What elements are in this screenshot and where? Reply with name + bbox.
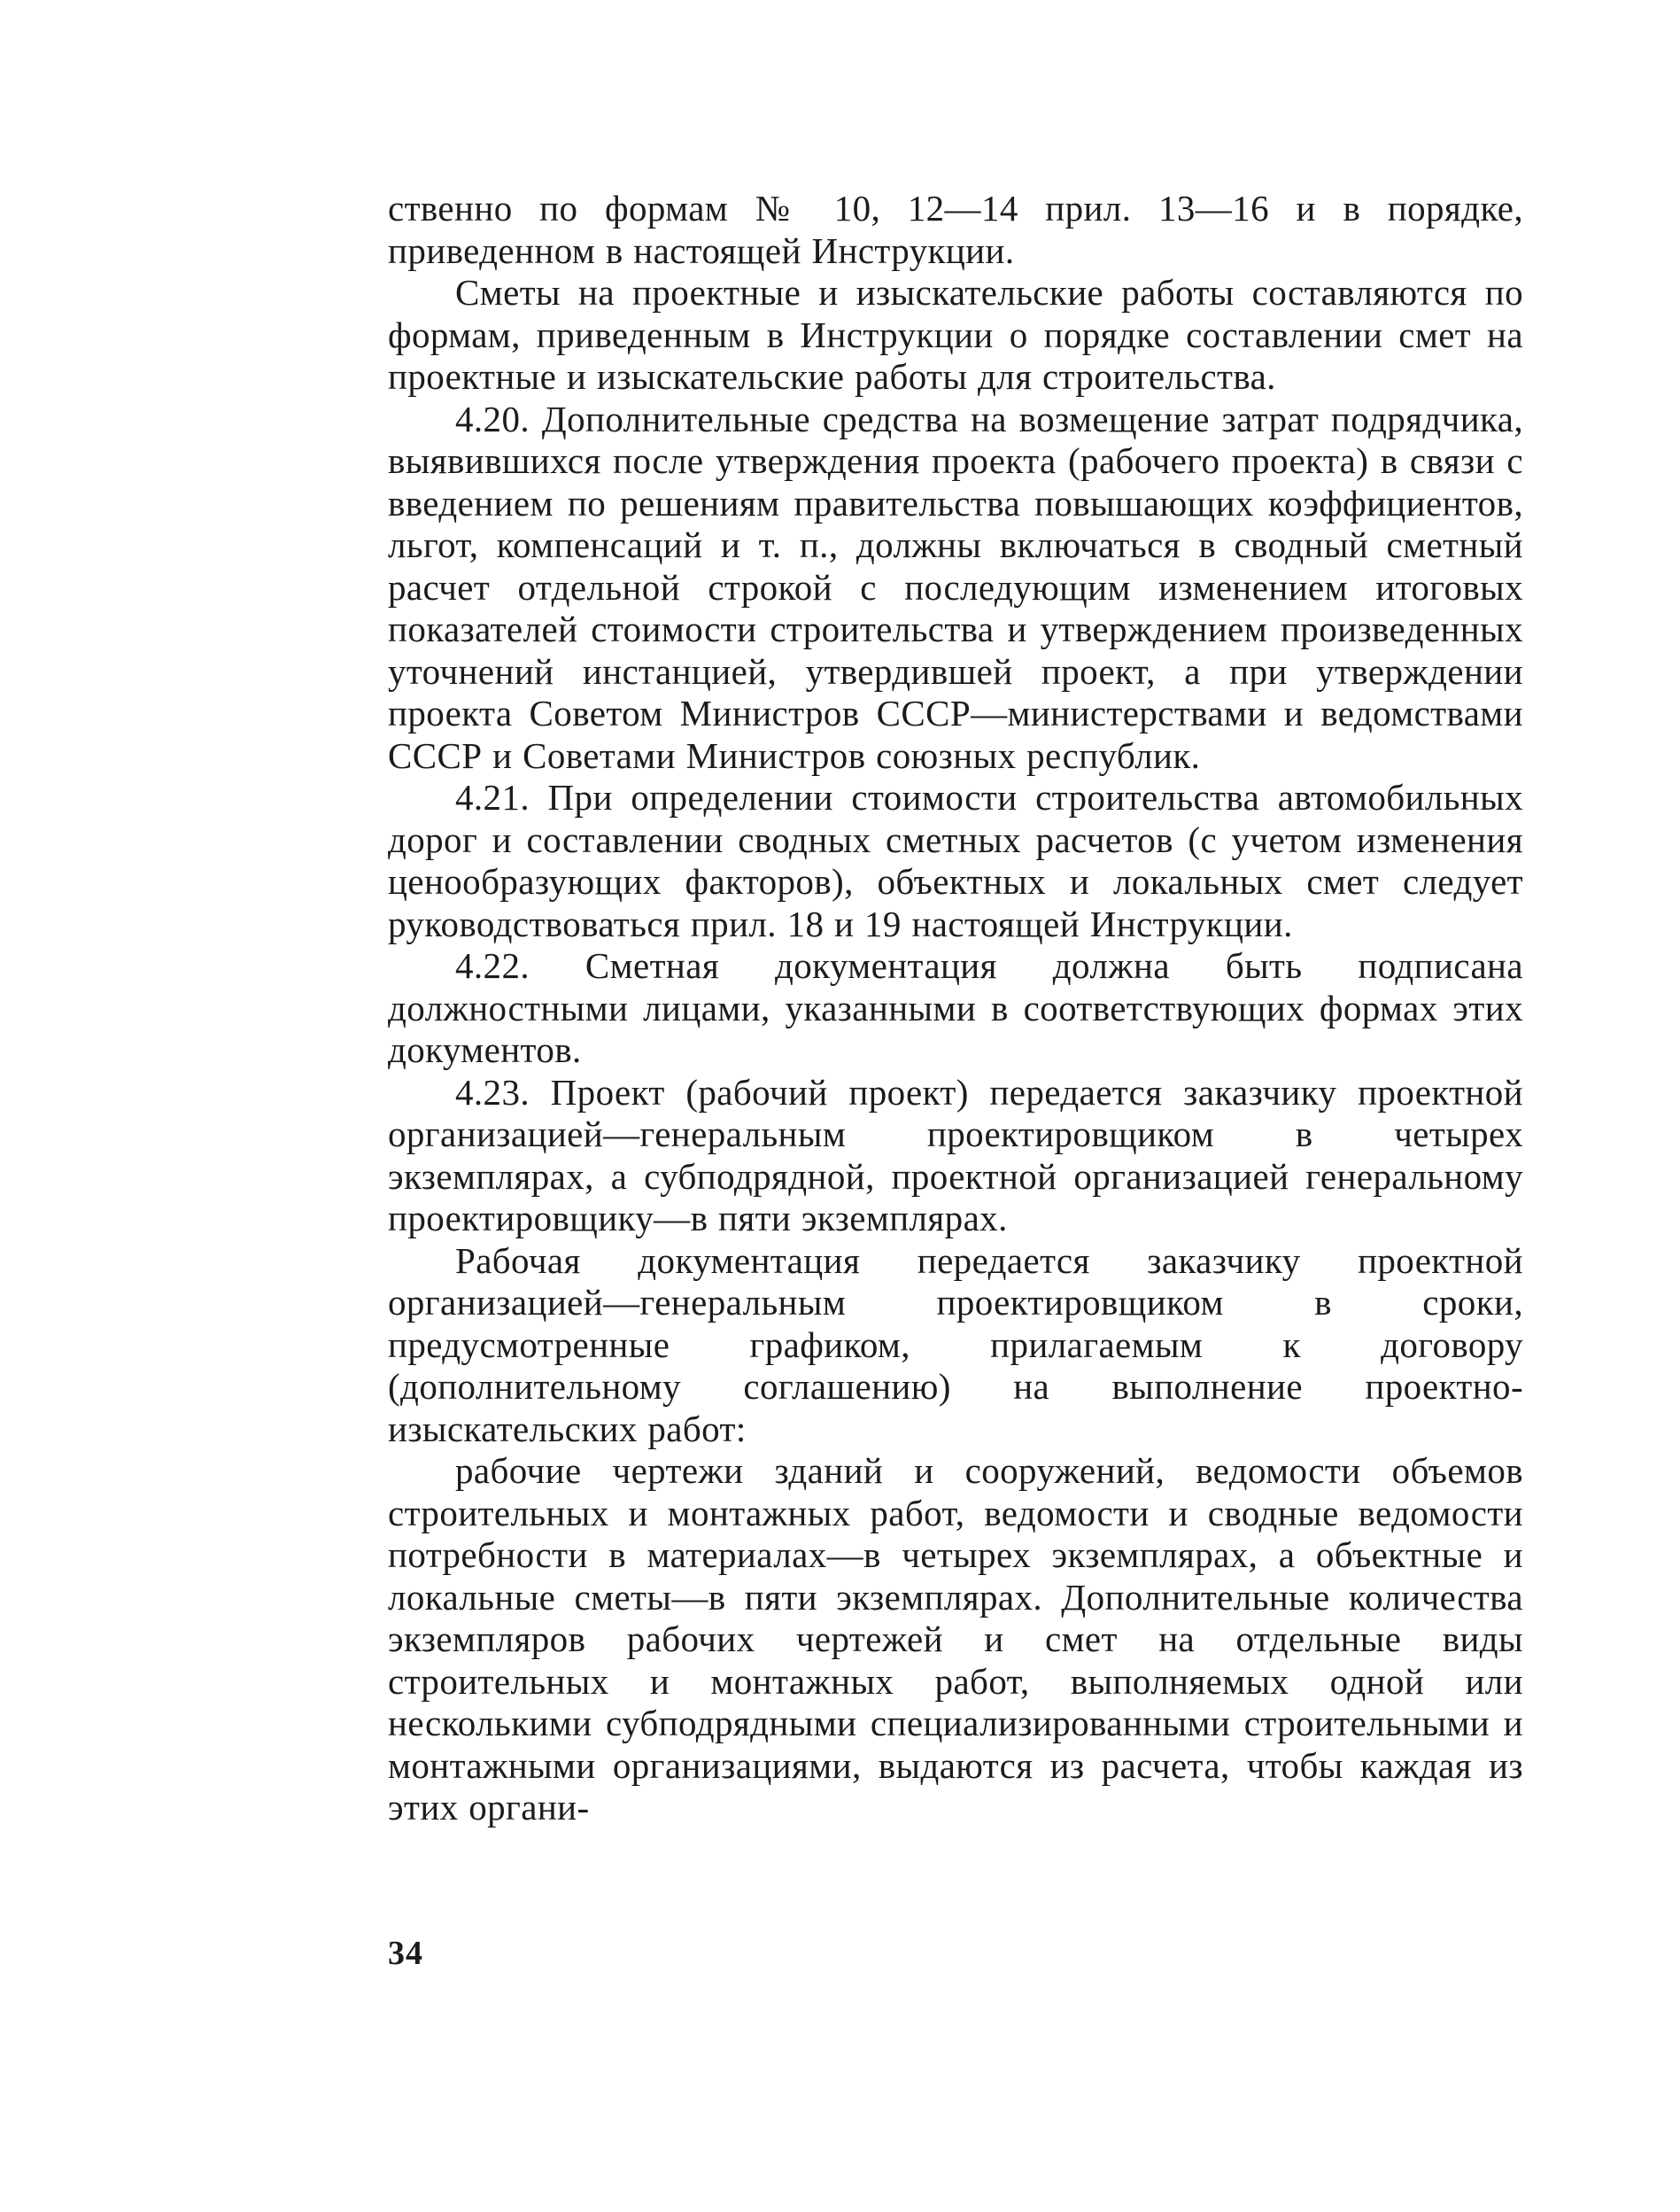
page-number: 34 xyxy=(388,1935,423,1972)
paragraph-continuation: ственно по формам № 10, 12—14 прил. 13—16 и в порядке, приведенном в настоящей Инструкции. xyxy=(388,188,1523,271)
paragraph-estimates-forms: Сметы на проектные и изыскательские работы составляются по формам, приведенным в Инструкции о порядке составлении смет на проектные и изыскательские работы для строительства. xyxy=(388,272,1523,397)
paragraph-section-4-20: 4.20. Дополнительные средства на возмещение затрат подрядчика, выявившихся после утверждения проекта (рабочего проекта) в связи с введением по решениям правительства повышающих коэффициентов, льгот, компенсаций и т. п., должны включаться в сводный сметный расчет отдельной строкой с последующим изменением итоговых показателей стоимости строительства и утверждением произведенных уточнений инстанцией, утвердившей проект, а при утверждении проекта Советом Министров СССР—министерствами и ведомствами СССР и Советами Министров союзных республик. xyxy=(388,398,1523,776)
paragraph-section-4-23: 4.23. Проект (рабочий проект) передается заказчику проектной организацией—генеральным проектировщиком в четырех экземплярах, а субподрядной, проектной организацией генеральному проектировщику—в пяти экземплярах. xyxy=(388,1071,1523,1238)
paragraph-working-drawings: рабочие чертежи зданий и сооружений, ведомости объемов строительных и монтажных работ, ведомости и сводные ведомости потребности в материалах—в четырех экземплярах, а объектные и локальные сметы—в пяти экземплярах. Дополнительные количества экземпляров рабочих чертежей и смет на отдельные виды строительных и монтажных работ, выполняемых одной или несколькими субподрядными специализированными строительными и монтажными организациями, выдаются из расчета, чтобы каждая из этих органи- xyxy=(388,1450,1523,1828)
paragraph-section-4-21: 4.21. При определении стоимости строительства автомобильных дорог и составлении сводных сметных расчетов (с учетом изменения ценообразующих факторов), объектных и локальных смет следует руководствоваться прил. 18 и 19 настоящей Инструкции. xyxy=(388,777,1523,944)
body-text xyxy=(388,188,1523,1829)
paragraph-working-documentation: Рабочая документация передается заказчику проектной организацией—генеральным проектировщиком в сроки, предусмотренные графиком, прилагаемым к договору (дополнительному соглашению) на выполнение проектно-изыскательских работ: xyxy=(388,1239,1523,1449)
paragraph-section-4-22: 4.22. Сметная документация должна быть подписана должностными лицами, указанными в соответствующих формах этих документов. xyxy=(388,945,1523,1070)
